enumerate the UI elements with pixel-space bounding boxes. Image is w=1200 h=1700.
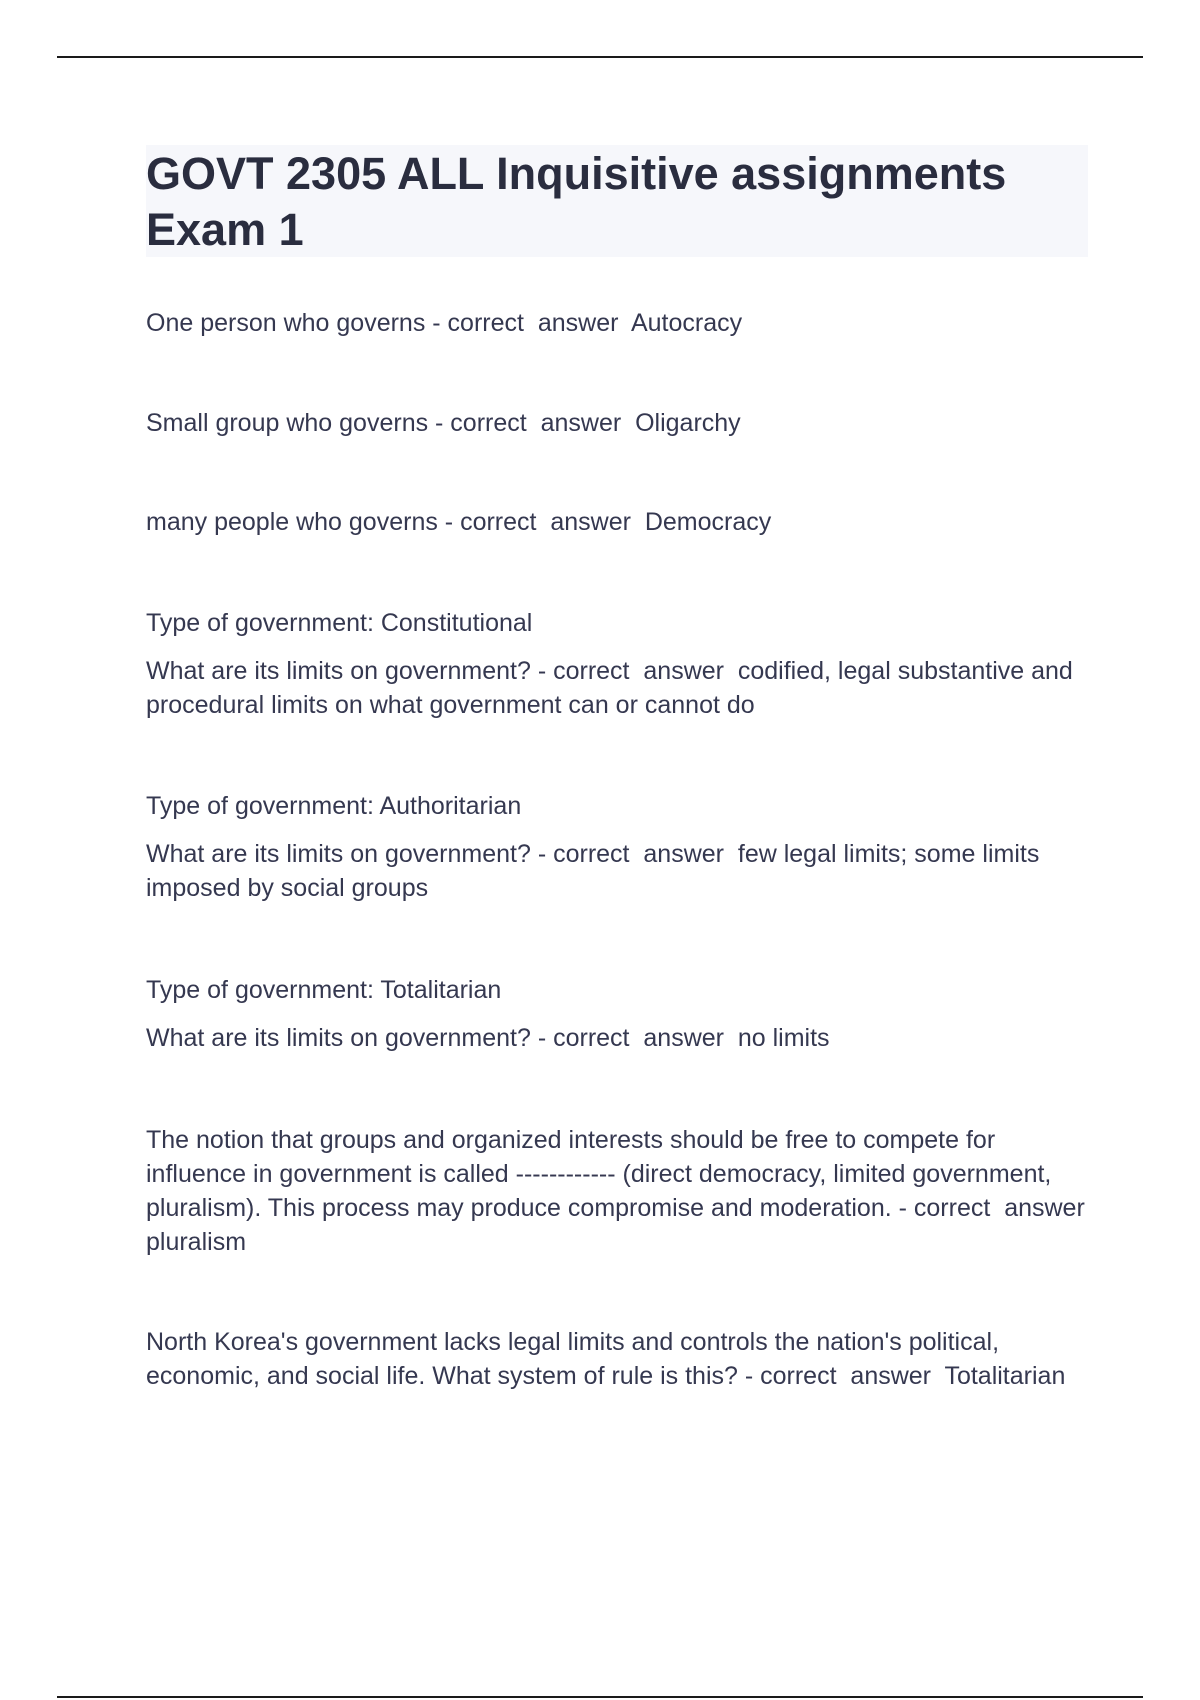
- qa-text: The notion that groups and organized interests should be free to compete for influence in government is called ------------ (direct democracy, limited government, pluralism). This process may produce compromise and moderation. - correct answer pluralism: [146, 1126, 1099, 1256]
- qa-item-totalitarian: [146, 973, 1096, 1055]
- qa-item-autocracy: [146, 306, 1096, 340]
- qa-heading: Type of government: Constitutional: [146, 609, 533, 637]
- document-title: GOVT 2305 ALL Inquisitive assignments Exam 1: [146, 148, 1007, 255]
- footer-rule: [57, 1696, 1143, 1698]
- qa-item-pluralism: [146, 1123, 1099, 1259]
- qa-text: North Korea's government lacks legal limits and controls the nation's political, economic, and social life. What system of rule is this? - correct answer Totalitarian: [146, 1328, 1066, 1390]
- qa-item-oligarchy: [146, 406, 1096, 440]
- qa-item-democracy: [146, 505, 1096, 539]
- qa-heading: Type of government: Totalitarian: [146, 976, 502, 1004]
- qa-item-authoritarian: [146, 789, 1096, 905]
- qa-item-constitutional: [146, 606, 1096, 722]
- qa-text: What are its limits on government? - correct answer few legal limits; some limits imposed by social groups: [146, 840, 1047, 902]
- qa-text: many people who governs - correct answer Democracy: [146, 508, 772, 536]
- qa-heading: Type of government: Authoritarian: [146, 792, 522, 820]
- qa-text: What are its limits on government? - correct answer no limits: [146, 1024, 830, 1052]
- qa-text: What are its limits on government? - correct answer codified, legal substantive and procedural limits on what government can or cannot do: [146, 657, 1080, 719]
- qa-item-north-korea: [146, 1325, 1096, 1393]
- qa-text: One person who governs - correct answer Autocracy: [146, 309, 743, 337]
- header-rule: [57, 56, 1143, 58]
- qa-text: Small group who governs - correct answer Oligarchy: [146, 409, 741, 437]
